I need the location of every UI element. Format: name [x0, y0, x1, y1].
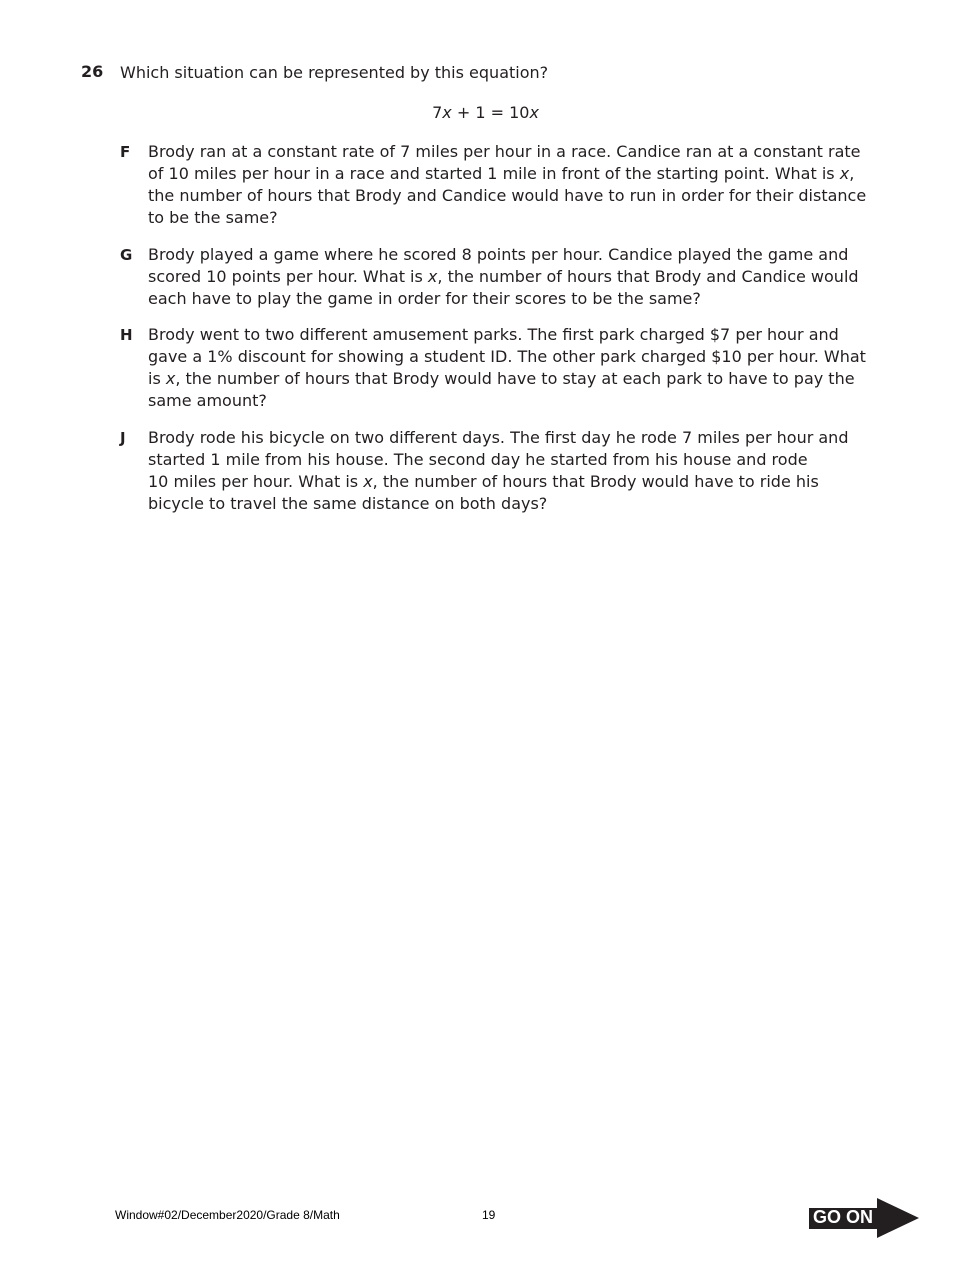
- page-number: 19: [482, 1208, 496, 1222]
- go-on-label: GO ON: [813, 1207, 874, 1227]
- equation-coef-left: 7: [432, 103, 443, 122]
- choice-line: the number of hours that Brody and Candice would have to run in order for their distance: [148, 186, 867, 205]
- choice-line: [148, 266, 888, 288]
- footer-document-id: Window#02/December2020/Grade 8/Math: [115, 1208, 340, 1222]
- choice-line-part: , the number of hours that Brody would have to stay at each park to have to pay the: [175, 369, 855, 388]
- choice-line-part: ,: [849, 164, 855, 183]
- equation: [0, 102, 971, 124]
- choice-line: [148, 471, 888, 493]
- choice-text: [148, 324, 888, 412]
- choice-line: to be the same?: [148, 208, 278, 227]
- choice-letter: F: [120, 143, 131, 161]
- choice-text: [148, 141, 888, 229]
- choice-line: each have to play the game in order for their scores to be the same?: [148, 289, 701, 308]
- choice-line: bicycle to travel the same distance on both days?: [148, 494, 548, 513]
- variable-x: x: [165, 369, 176, 388]
- choice-line: Brody played a game where he scored 8 points per hour. Candice played the game and: [148, 245, 849, 264]
- choice-letter: G: [120, 246, 133, 264]
- question-prompt: Which situation can be represented by this equation?: [120, 63, 549, 82]
- choice-line: Brody went to two different amusement parks. The first park charged $7 per hour and: [148, 325, 839, 344]
- choice-text: [148, 427, 888, 515]
- choice-line-part: scored 10 points per hour. What is: [148, 267, 428, 286]
- question-number: 26: [81, 62, 104, 81]
- choice-line: [148, 163, 888, 185]
- go-on-arrow: [809, 1198, 919, 1238]
- choice-letter: J: [120, 429, 126, 447]
- choice-line: gave a 1% discount for showing a student ID. The other park charged $10 per hour. What: [148, 347, 866, 366]
- variable-x: x: [839, 164, 850, 183]
- choice-line: Brody rode his bicycle on two different days. The first day he rode 7 miles per hour and: [148, 428, 849, 447]
- choice-line-part: , the number of hours that Brody would have to ride his: [372, 472, 819, 491]
- choice-line-part: , the number of hours that Brody and Candice would: [437, 267, 859, 286]
- choice-line: same amount?: [148, 391, 267, 410]
- choice-line-part: of 10 miles per hour in a race and started 1 mile in front of the starting point. What is: [148, 164, 840, 183]
- choice-text: [148, 244, 888, 310]
- variable-x: x: [363, 472, 373, 491]
- choice-letter: H: [120, 326, 133, 344]
- choice-line: [148, 368, 888, 390]
- equation-var-left: x: [442, 103, 452, 122]
- equation-var-right: x: [529, 103, 539, 122]
- choice-line: started 1 mile from his house. The second day he started from his house and rode: [148, 450, 808, 469]
- choice-line: Brody ran at a constant rate of 7 miles per hour in a race. Candice ran at a constant rate: [148, 142, 861, 161]
- choice-line-part: 10 miles per hour. What is: [148, 472, 364, 491]
- choice-line-part: is: [148, 369, 166, 388]
- variable-x: x: [427, 267, 438, 286]
- equation-rest: + 1 = 10: [451, 103, 530, 122]
